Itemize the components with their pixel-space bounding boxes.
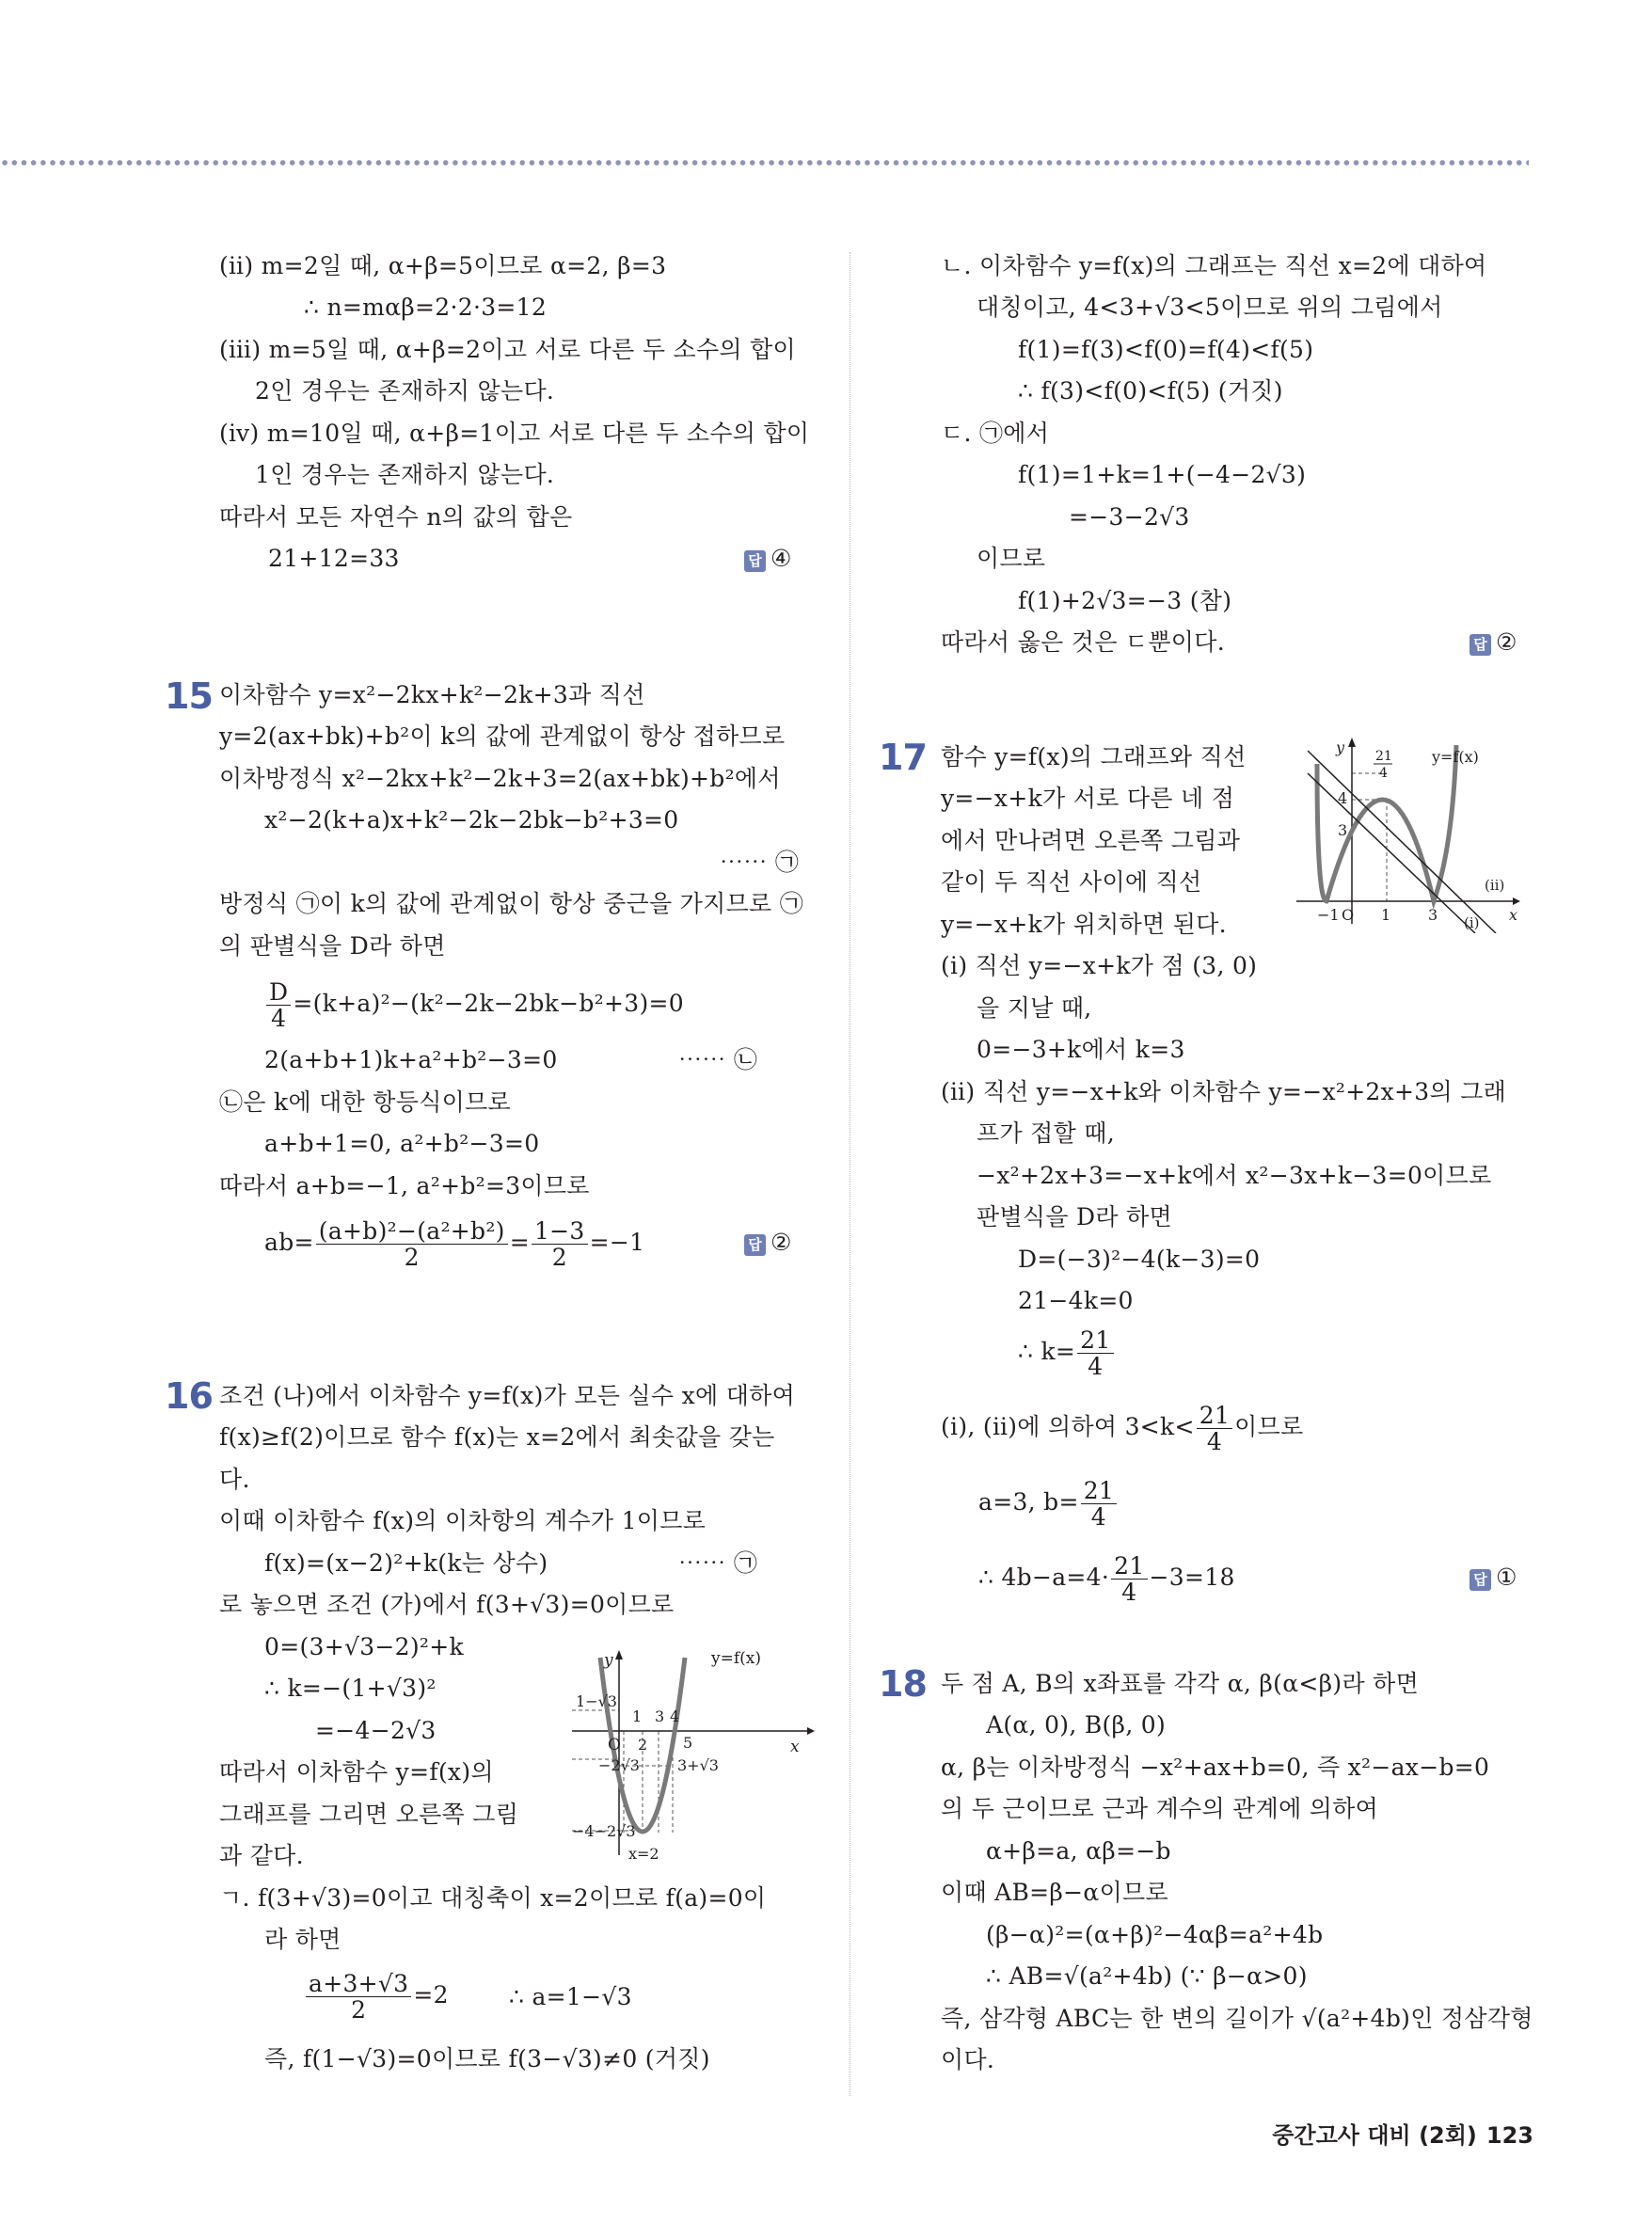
text-line: (ⅳ) m=10일 때, α+β=1이고 서로 다른 두 소수의 합이 — [219, 420, 810, 447]
text-line: 즉, f(1−√3)=0이므로 f(3−√3)≠0 (거짓) — [264, 2045, 710, 2072]
text-line: 과 같다. — [219, 1842, 304, 1869]
graph-17 — [1291, 736, 1524, 933]
text-line: 의 판별식을 D라 하면 — [219, 932, 446, 960]
problem-number: 15 — [165, 675, 213, 717]
text-line: ⋯⋯ ㉠ — [678, 1549, 758, 1577]
graph-label: x — [790, 1738, 800, 1756]
text-line: ㄱ. f(3+√3)=0이고 대칭축이 x=2이므로 f(a)=0이 — [219, 1884, 767, 1912]
graph-label: 1 — [632, 1707, 643, 1725]
equation-line: $\frac{a+3+√3}{2}$ =2 — [304, 1966, 449, 2025]
problem-number: 17 — [879, 737, 927, 778]
text-line: =−4−2√3 — [315, 1717, 437, 1744]
text-line: 두 점 A, B의 x좌표를 각각 α, β(α<β)라 하면 — [941, 1670, 1420, 1697]
text-line: 2인 경우는 존재하지 않는다. — [255, 377, 555, 405]
text-line: (ⅱ) m=2일 때, α+β=5이므로 α=2, β=3 — [219, 252, 667, 279]
graph-label: 4 — [1379, 766, 1388, 781]
answer-badge: 답 ④ — [744, 543, 791, 575]
graph-label: (ⅰ) — [1464, 914, 1480, 931]
fraction: $\frac{21}{4}$ — [1111, 1553, 1147, 1605]
text-line: 이때 이차함수 f(x)의 이차항의 계수가 1이므로 — [219, 1507, 707, 1534]
text-line: 이다. — [941, 2046, 995, 2073]
text-line: (ⅲ) m=5일 때, α+β=2이고 서로 다른 두 소수의 합이 — [219, 336, 797, 363]
graph-label: 2 — [638, 1736, 648, 1754]
graph-label: y=f(x) — [1432, 748, 1479, 766]
text-line: x²−2(k+a)x+k²−2k−2bk−b²+3=0 — [264, 806, 679, 834]
text-line: 21+12=33 — [268, 545, 400, 572]
graph-label: 1 — [1381, 906, 1391, 924]
text-line: y=−x+k가 위치하면 된다. — [941, 911, 1227, 938]
text-line: f(x)=(x−2)²+k(k는 상수) — [264, 1549, 548, 1577]
graph-label: O — [608, 1736, 621, 1755]
fraction: $\frac{a+3+√3}{2}$ — [306, 1971, 411, 2023]
text-line: ∴ k=−(1+√3)² — [264, 1675, 437, 1702]
text-line: 2(a+b+1)k+a²+b²−3=0 — [264, 1046, 558, 1073]
fraction: $\frac{\text{(a+b)²−(a²+b²)}}{2}$ — [316, 1218, 508, 1270]
text-line: 방정식 ㉠이 k의 값에 관계없이 항상 중근을 가지므로 ㉠ — [219, 890, 804, 917]
equation-line: (ⅰ), (ⅱ)에 의하여 3<k< $\frac{21}{4}$ 이므로 — [941, 1402, 1304, 1455]
fraction: $\frac{D}{4}$ — [266, 979, 291, 1031]
graph-label: 4 — [670, 1707, 680, 1725]
graph-label: y — [1336, 738, 1345, 756]
graph-label: −2√3 — [598, 1756, 640, 1774]
text-line: 함수 y=f(x)의 그래프와 직선 — [941, 743, 1247, 770]
top-dotted-rule — [0, 158, 1529, 167]
text-line: f(x)≥f(2)이므로 함수 f(x)는 x=2에서 최솟값을 갖는 — [219, 1423, 775, 1451]
graph-label: (ⅱ) — [1485, 877, 1505, 894]
text-line: 그래프를 그리면 오른쪽 그림 — [219, 1801, 519, 1828]
graph-label: y=f(x) — [711, 1649, 761, 1668]
text-line: 이므로 — [977, 545, 1046, 572]
fraction: $\frac{21}{4}$ — [1077, 1327, 1113, 1379]
text-line: 따라서 이차함수 y=f(x)의 — [219, 1758, 494, 1786]
text-line: 이차방정식 x²−2kx+k²−2k+3=2(ax+bk)+b²에서 — [219, 765, 781, 792]
text-line: α, β는 이차방정식 −x²+ax+b=0, 즉 x²−ax−b=0 — [941, 1754, 1490, 1781]
answer-badge: 답 ② — [1469, 627, 1517, 659]
text-line: 의 두 근이므로 근과 계수의 관계에 의하여 — [941, 1795, 1379, 1822]
graph-label: 5 — [683, 1734, 693, 1752]
fraction: $\frac{21}{4}$ — [1197, 1403, 1232, 1454]
fraction: $\frac{1-3}{2}$ — [532, 1218, 588, 1270]
text-line: 대칭이고, 4<3+√3<5이므로 위의 그림에서 — [977, 294, 1443, 321]
text-line: ⋯⋯ ㉡ — [678, 1046, 758, 1073]
graph-label: x=2 — [628, 1845, 659, 1863]
graph-label: 3 — [655, 1707, 665, 1725]
equation-line: ∴ k= $\frac{21}{4}$ — [1018, 1323, 1116, 1381]
text-line: ⋯⋯ ㉠ — [720, 849, 800, 876]
page-footer — [1272, 2117, 1533, 2150]
text-line: 0=−3+k에서 k=3 — [977, 1036, 1185, 1063]
graph-label: 1−√3 — [576, 1692, 617, 1710]
fraction: $\frac{21}{4}$ — [1081, 1478, 1117, 1530]
text-line: f(1)+2√3=−3 (참) — [1018, 587, 1232, 614]
equation-line: a=3, b= $\frac{21}{4}$ — [978, 1473, 1119, 1532]
text-line: ㄴ. 이차함수 y=f(x)의 그래프는 직선 x=2에 대하여 — [941, 252, 1487, 279]
text-line: 을 지날 때, — [977, 994, 1092, 1022]
answer-badge: 답 ① — [1469, 1562, 1517, 1594]
problem-number: 16 — [165, 1375, 213, 1417]
equation-line: $\frac{D}{4}$ =(k+a)²−(k²−2k−2bk−b²+3)=0 — [264, 975, 684, 1033]
answer-badge: 답 ② — [744, 1227, 791, 1259]
text-line: f(1)=1+k=1+(−4−2√3) — [1018, 461, 1307, 488]
graph-label: −4−2√3 — [572, 1822, 636, 1840]
text-line: 21−4k=0 — [1018, 1287, 1134, 1314]
text-line: −x²+2x+3=−x+k에서 x²−3x+k−3=0이므로 — [977, 1162, 1492, 1189]
text-line: 같이 두 직선 사이에 직선 — [941, 868, 1202, 896]
text-line: 에서 만나려면 오른쪽 그림과 — [941, 827, 1241, 854]
text-line: 프가 접할 때, — [977, 1119, 1115, 1147]
text-line: 조건 (나)에서 이차함수 y=f(x)가 모든 실수 x에 대하여 — [219, 1382, 796, 1409]
text-line: y=−x+k가 서로 다른 네 점 — [941, 785, 1235, 812]
text-line: 0=(3+√3−2)²+k — [264, 1633, 464, 1660]
text-line: ㄷ. ㉠에서 — [941, 420, 1050, 447]
text-line: 따라서 a+b=−1, a²+b²=3이므로 — [219, 1172, 590, 1199]
text-line: D=(−3)²−4(k−3)=0 — [1018, 1246, 1261, 1273]
page-number: 123 — [1485, 2122, 1533, 2149]
text-line: 따라서 옳은 것은 ㄷ뿐이다. — [941, 628, 1225, 656]
graph-label: 4 — [1338, 789, 1348, 807]
graph-label: 21 — [1375, 749, 1392, 764]
parabola-graph-16 — [563, 1648, 815, 1865]
text-line: ㉡은 k에 대한 항등식이므로 — [219, 1088, 511, 1116]
equation-line: ab= $\frac{\text{(a+b)²−(a²+b²)}}{2}$ = $\frac{1-3}{2}$ =−1 — [264, 1217, 645, 1271]
graph-label: y — [604, 1651, 613, 1670]
text-line: 따라서 모든 자연수 n의 값의 합은 — [219, 503, 573, 531]
text-line: f(1)=f(3)<f(0)=f(4)<f(5) — [1018, 336, 1314, 363]
graph-label: x — [1509, 906, 1518, 924]
text-line: 로 놓으면 조건 (가)에서 f(3+√3)=0이므로 — [219, 1591, 675, 1618]
text-line: A(α, 0), B(β, 0) — [986, 1711, 1167, 1739]
text-line: 이차함수 y=x²−2kx+k²−2k+3과 직선 — [219, 681, 645, 708]
graph-label: O — [1342, 906, 1355, 924]
text-line: (ⅱ) 직선 y=−x+k와 이차함수 y=−x²+2x+3의 그래 — [941, 1078, 1507, 1105]
text-line: 다. — [219, 1466, 250, 1493]
text-line: a+b+1=0, a²+b²−3=0 — [264, 1130, 540, 1157]
text-line: (β−α)²=(α+β)²−4αβ=a²+4b — [986, 1921, 1324, 1948]
graph-label: 3+√3 — [677, 1756, 719, 1774]
text-line: 판별식을 D라 하면 — [977, 1203, 1172, 1231]
text-line: 1인 경우는 존재하지 않는다. — [255, 461, 555, 488]
text-line: 이때 AB=β−α이므로 — [941, 1879, 1168, 1906]
text-line: =−3−2√3 — [1069, 503, 1190, 531]
text-line: y=2(ax+bk)+b²이 k의 값에 관계없이 항상 접하므로 — [219, 722, 786, 750]
text-line: ∴ n=mαβ=2·2·3=12 — [304, 294, 548, 321]
graph-label: −1 — [1317, 906, 1340, 924]
text-line: 즉, 삼각형 ABC는 한 변의 길이가 √(a²+4b)인 정삼각형 — [941, 2005, 1533, 2032]
graph-label: 3 — [1338, 821, 1348, 839]
footer-title: 중간고사 대비 (2회) — [1272, 2122, 1477, 2149]
text-line: α+β=a, αβ=−b — [986, 1837, 1171, 1865]
equation-line: ∴ 4b−a=4· $\frac{21}{4}$ −3=18 — [978, 1552, 1235, 1606]
problem-number: 18 — [879, 1663, 927, 1705]
text-line: (ⅰ) 직선 y=−x+k가 점 (3, 0) — [941, 952, 1258, 979]
text-line: ∴ f(3)<f(0)<f(5) (거짓) — [1018, 377, 1283, 405]
graph-label: 3 — [1428, 906, 1438, 924]
text-line: 라 하면 — [264, 1926, 342, 1953]
text-line: ∴ AB=√(a²+4b) (∵ β−α>0) — [986, 1962, 1308, 1990]
text-line: ∴ a=1−√3 — [509, 1983, 632, 2010]
